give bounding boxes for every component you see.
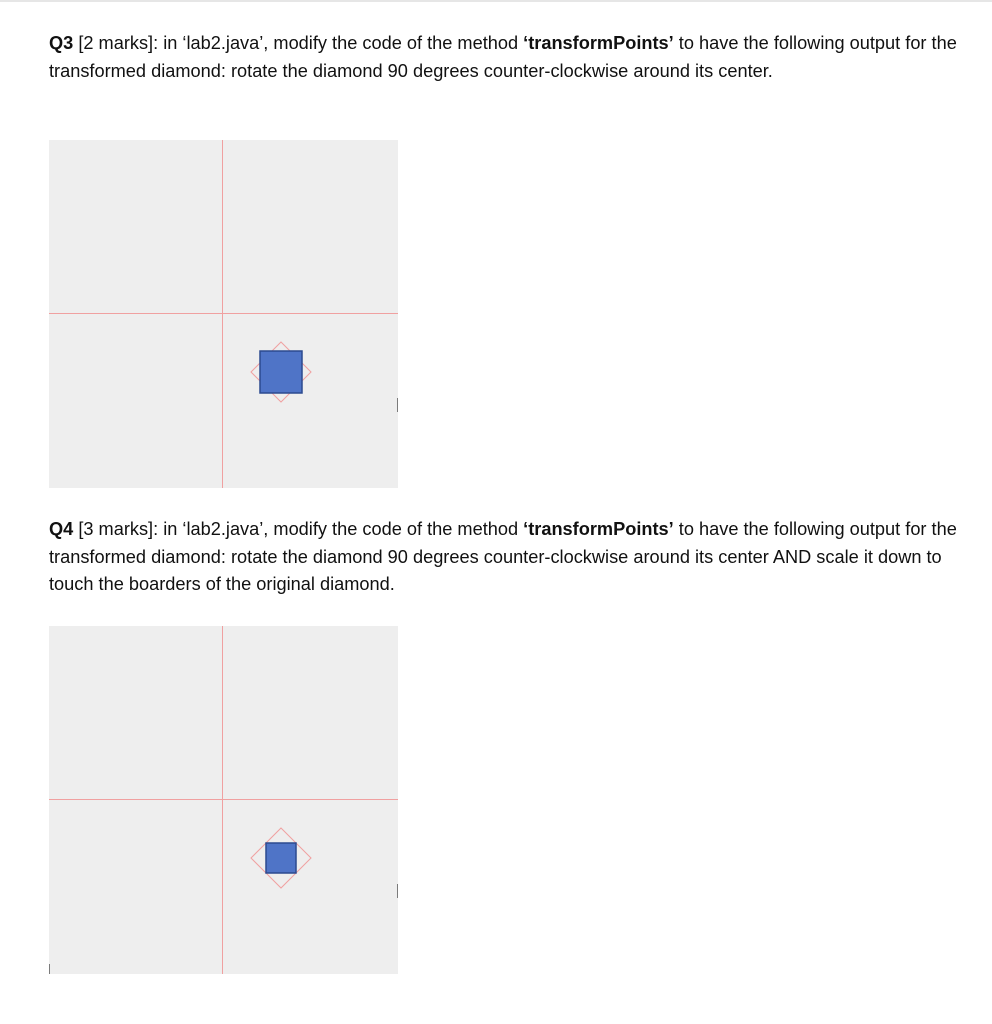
question-q3-method: ‘transformPoints’: [523, 33, 674, 53]
question-q4-number: Q4: [49, 519, 74, 539]
q3-output-canvas: [49, 140, 398, 488]
q4-output-canvas: [49, 626, 398, 974]
question-q3: [49, 30, 964, 85]
page-top-rule: [0, 0, 992, 2]
transformed-square: [260, 351, 302, 393]
transformed-square: [266, 843, 296, 873]
q3-output-figure: [49, 140, 398, 488]
question-q4-method: ‘transformPoints’: [523, 519, 674, 539]
question-q4: [49, 516, 964, 599]
q4-output-figure: [49, 626, 398, 974]
question-q3-text: to have the following output for the transformed diamond: rotate the diamond 90 degrees counter-clockwise around its center.: [49, 33, 957, 81]
question-q4-text: to have the following output for the transformed diamond: rotate the diamond 90 degrees counter-clockwise around its center AND scale it down to touch the boarders of the original diamond.: [49, 519, 957, 594]
question-q3-intro: [2 marks]: in ‘lab2.java’, modify the code of the method: [78, 33, 524, 53]
question-q4-intro: [3 marks]: in ‘lab2.java’, modify the code of the method: [78, 519, 524, 539]
question-q3-number: Q3: [49, 33, 74, 53]
